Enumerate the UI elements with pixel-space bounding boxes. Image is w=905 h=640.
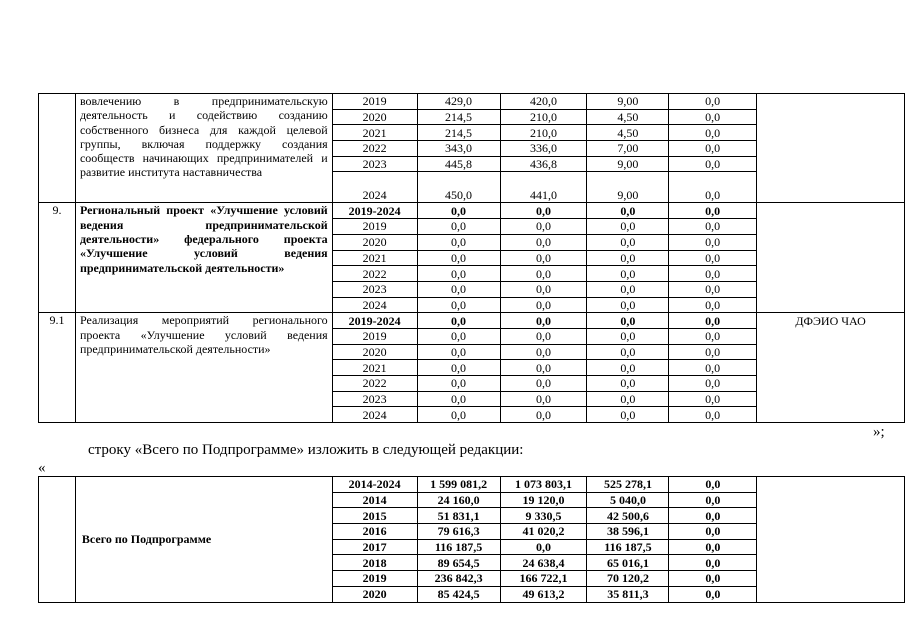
amount-cell: 9,00 <box>587 172 669 203</box>
amount-cell: 0,0 <box>669 94 757 110</box>
year-cell: 2014 <box>332 492 417 508</box>
year-cell: 2020 <box>332 234 417 250</box>
amount-cell: 38 596,1 <box>587 524 669 540</box>
amount-cell: 0,0 <box>587 203 669 219</box>
amount-cell: 0,0 <box>669 344 757 360</box>
amount-cell: 0,0 <box>669 109 757 125</box>
amount-cell: 0,0 <box>500 344 587 360</box>
amount-cell: 450,0 <box>417 172 500 203</box>
year-cell: 2014-2024 <box>332 477 417 493</box>
amount-cell: 436,8 <box>500 156 587 172</box>
amount-cell: 0,0 <box>669 313 757 329</box>
amount-cell: 0,0 <box>669 524 757 540</box>
amount-cell: 9 330,5 <box>500 508 587 524</box>
amount-cell: 65 016,1 <box>587 555 669 571</box>
amount-cell: 41 020,2 <box>500 524 587 540</box>
amount-cell: 4,50 <box>587 125 669 141</box>
amount-cell: 0,0 <box>500 328 587 344</box>
amount-cell: 210,0 <box>500 125 587 141</box>
amount-cell: 0,0 <box>500 266 587 282</box>
amount-cell: 85 424,5 <box>417 586 500 602</box>
amount-cell: 0,0 <box>587 250 669 266</box>
year-cell: 2020 <box>332 586 417 602</box>
amount-cell: 5 040,0 <box>587 492 669 508</box>
amount-cell: 0,0 <box>669 508 757 524</box>
year-cell: 2024 <box>332 172 417 203</box>
amount-cell: 19 120,0 <box>500 492 587 508</box>
amount-cell: 0,0 <box>417 376 500 392</box>
year-cell: 2015 <box>332 508 417 524</box>
measure-description: Реализация мероприятий регионального проекта «Улучшение условий ведения предпринимательской деятельности» <box>75 313 332 423</box>
amount-cell: 0,0 <box>669 266 757 282</box>
year-cell: 2021 <box>332 250 417 266</box>
year-cell: 2019-2024 <box>332 203 417 219</box>
amount-cell: 0,0 <box>669 539 757 555</box>
year-cell: 2021 <box>332 125 417 141</box>
amount-cell: 0,0 <box>417 250 500 266</box>
table-row <box>39 94 905 110</box>
year-cell: 2019 <box>332 571 417 587</box>
amount-cell: 0,0 <box>417 266 500 282</box>
year-cell: 2023 <box>332 156 417 172</box>
amount-cell: 0,0 <box>500 360 587 376</box>
amount-cell: 214,5 <box>417 109 500 125</box>
amount-cell: 343,0 <box>417 141 500 157</box>
year-cell: 2019 <box>332 94 417 110</box>
opening-quote-mark: « <box>38 460 46 476</box>
amount-cell: 0,0 <box>587 266 669 282</box>
year-cell: 2022 <box>332 141 417 157</box>
amount-cell: 0,0 <box>587 344 669 360</box>
amount-cell: 0,0 <box>417 328 500 344</box>
amount-cell: 0,0 <box>669 219 757 235</box>
closing-quote-mark: »; <box>873 424 885 440</box>
amount-cell: 0,0 <box>669 492 757 508</box>
amount-cell: 0,0 <box>669 571 757 587</box>
amount-cell: 0,0 <box>417 407 500 423</box>
year-cell: 2023 <box>332 391 417 407</box>
amount-cell: 51 831,1 <box>417 508 500 524</box>
amount-cell: 0,0 <box>417 234 500 250</box>
program-table <box>38 93 905 423</box>
amount-cell: 7,00 <box>587 141 669 157</box>
year-cell: 2024 <box>332 407 417 423</box>
amount-cell: 445,8 <box>417 156 500 172</box>
amount-cell: 0,0 <box>500 297 587 313</box>
amount-cell: 0,0 <box>417 360 500 376</box>
amount-cell: 0,0 <box>587 297 669 313</box>
amount-cell: 0,0 <box>500 281 587 297</box>
amount-cell: 0,0 <box>417 344 500 360</box>
amendment-instruction: строку «Всего по Подпрограмме» изложить в следующей редакции: <box>88 442 524 458</box>
amount-cell: 0,0 <box>417 203 500 219</box>
amount-cell: 4,50 <box>587 109 669 125</box>
amount-cell: 0,0 <box>669 234 757 250</box>
amount-cell: 49 613,2 <box>500 586 587 602</box>
year-cell: 2021 <box>332 360 417 376</box>
amount-cell: 0,0 <box>587 219 669 235</box>
subprogram-total-table <box>38 476 905 603</box>
amount-cell: 0,0 <box>669 477 757 493</box>
table-row <box>39 203 905 219</box>
amount-cell: 0,0 <box>669 407 757 423</box>
amount-cell: 0,0 <box>587 313 669 329</box>
year-cell: 2016 <box>332 524 417 540</box>
amount-cell: 0,0 <box>669 203 757 219</box>
responsible-executor <box>757 477 905 603</box>
amount-cell: 0,0 <box>669 125 757 141</box>
year-cell: 2019-2024 <box>332 313 417 329</box>
amount-cell: 0,0 <box>669 297 757 313</box>
year-cell: 2020 <box>332 109 417 125</box>
year-cell: 2024 <box>332 297 417 313</box>
year-cell: 2019 <box>332 328 417 344</box>
amount-cell: 0,0 <box>500 407 587 423</box>
amount-cell: 0,0 <box>669 360 757 376</box>
row-number: 9.1 <box>39 313 76 423</box>
amount-cell: 525 278,1 <box>587 477 669 493</box>
year-cell: 2022 <box>332 266 417 282</box>
amount-cell: 116 187,5 <box>587 539 669 555</box>
amount-cell: 0,0 <box>669 281 757 297</box>
amount-cell: 24 160,0 <box>417 492 500 508</box>
amount-cell: 236 842,3 <box>417 571 500 587</box>
year-cell: 2018 <box>332 555 417 571</box>
responsible-executor: ДФЭИО ЧАО <box>757 313 905 423</box>
amount-cell: 0,0 <box>669 391 757 407</box>
amount-cell: 89 654,5 <box>417 555 500 571</box>
amount-cell: 0,0 <box>500 313 587 329</box>
measure-description: вовлечению в предпринимательскую деятельность и содействию созданию собственного бизнеса для каждой целевой группы, включая поддержку создания сообществ начинающих предпринимателей и развитие института наставничества <box>75 94 332 203</box>
year-cell: 2017 <box>332 539 417 555</box>
amount-cell: 420,0 <box>500 94 587 110</box>
row-number <box>39 94 76 203</box>
amount-cell: 441,0 <box>500 172 587 203</box>
amount-cell: 0,0 <box>500 376 587 392</box>
year-cell: 2020 <box>332 344 417 360</box>
table-row <box>39 313 905 329</box>
responsible-executor <box>757 94 905 203</box>
amount-cell: 0,0 <box>500 539 587 555</box>
amount-cell: 9,00 <box>587 156 669 172</box>
amount-cell: 0,0 <box>587 376 669 392</box>
amount-cell: 166 722,1 <box>500 571 587 587</box>
amount-cell: 0,0 <box>669 586 757 602</box>
amount-cell: 0,0 <box>669 141 757 157</box>
amount-cell: 0,0 <box>417 313 500 329</box>
amount-cell: 0,0 <box>587 234 669 250</box>
amount-cell: 0,0 <box>417 391 500 407</box>
amount-cell: 0,0 <box>669 156 757 172</box>
measure-description: Региональный проект «Улучшение условий ведения предпринимательской деятельности» федерального проекта «Улучшение условий ведения предпринимательской деятельности» <box>75 203 332 313</box>
amount-cell: 0,0 <box>417 281 500 297</box>
amount-cell: 0,0 <box>500 250 587 266</box>
amount-cell: 429,0 <box>417 94 500 110</box>
amount-cell: 1 599 081,2 <box>417 477 500 493</box>
row-number <box>39 477 76 603</box>
total-label: Всего по Подпрограмме <box>75 477 332 603</box>
amount-cell: 0,0 <box>417 219 500 235</box>
amount-cell: 0,0 <box>500 234 587 250</box>
amount-cell: 0,0 <box>587 360 669 376</box>
amount-cell: 0,0 <box>587 407 669 423</box>
year-cell: 2023 <box>332 281 417 297</box>
amount-cell: 1 073 803,1 <box>500 477 587 493</box>
amount-cell: 0,0 <box>669 250 757 266</box>
amount-cell: 0,0 <box>587 328 669 344</box>
table-row <box>39 477 905 493</box>
amount-cell: 9,00 <box>587 94 669 110</box>
amount-cell: 0,0 <box>500 219 587 235</box>
amount-cell: 0,0 <box>587 391 669 407</box>
amount-cell: 0,0 <box>669 328 757 344</box>
amount-cell: 336,0 <box>500 141 587 157</box>
amount-cell: 0,0 <box>669 172 757 203</box>
amount-cell: 35 811,3 <box>587 586 669 602</box>
amount-cell: 0,0 <box>417 297 500 313</box>
amount-cell: 0,0 <box>587 281 669 297</box>
year-cell: 2019 <box>332 219 417 235</box>
amount-cell: 79 616,3 <box>417 524 500 540</box>
amount-cell: 0,0 <box>669 376 757 392</box>
row-number: 9. <box>39 203 76 313</box>
amount-cell: 24 638,4 <box>500 555 587 571</box>
amount-cell: 42 500,6 <box>587 508 669 524</box>
amount-cell: 70 120,2 <box>587 571 669 587</box>
year-cell: 2022 <box>332 376 417 392</box>
amount-cell: 210,0 <box>500 109 587 125</box>
amount-cell: 0,0 <box>669 555 757 571</box>
amount-cell: 116 187,5 <box>417 539 500 555</box>
amount-cell: 214,5 <box>417 125 500 141</box>
amount-cell: 0,0 <box>500 203 587 219</box>
responsible-executor <box>757 203 905 313</box>
amount-cell: 0,0 <box>500 391 587 407</box>
